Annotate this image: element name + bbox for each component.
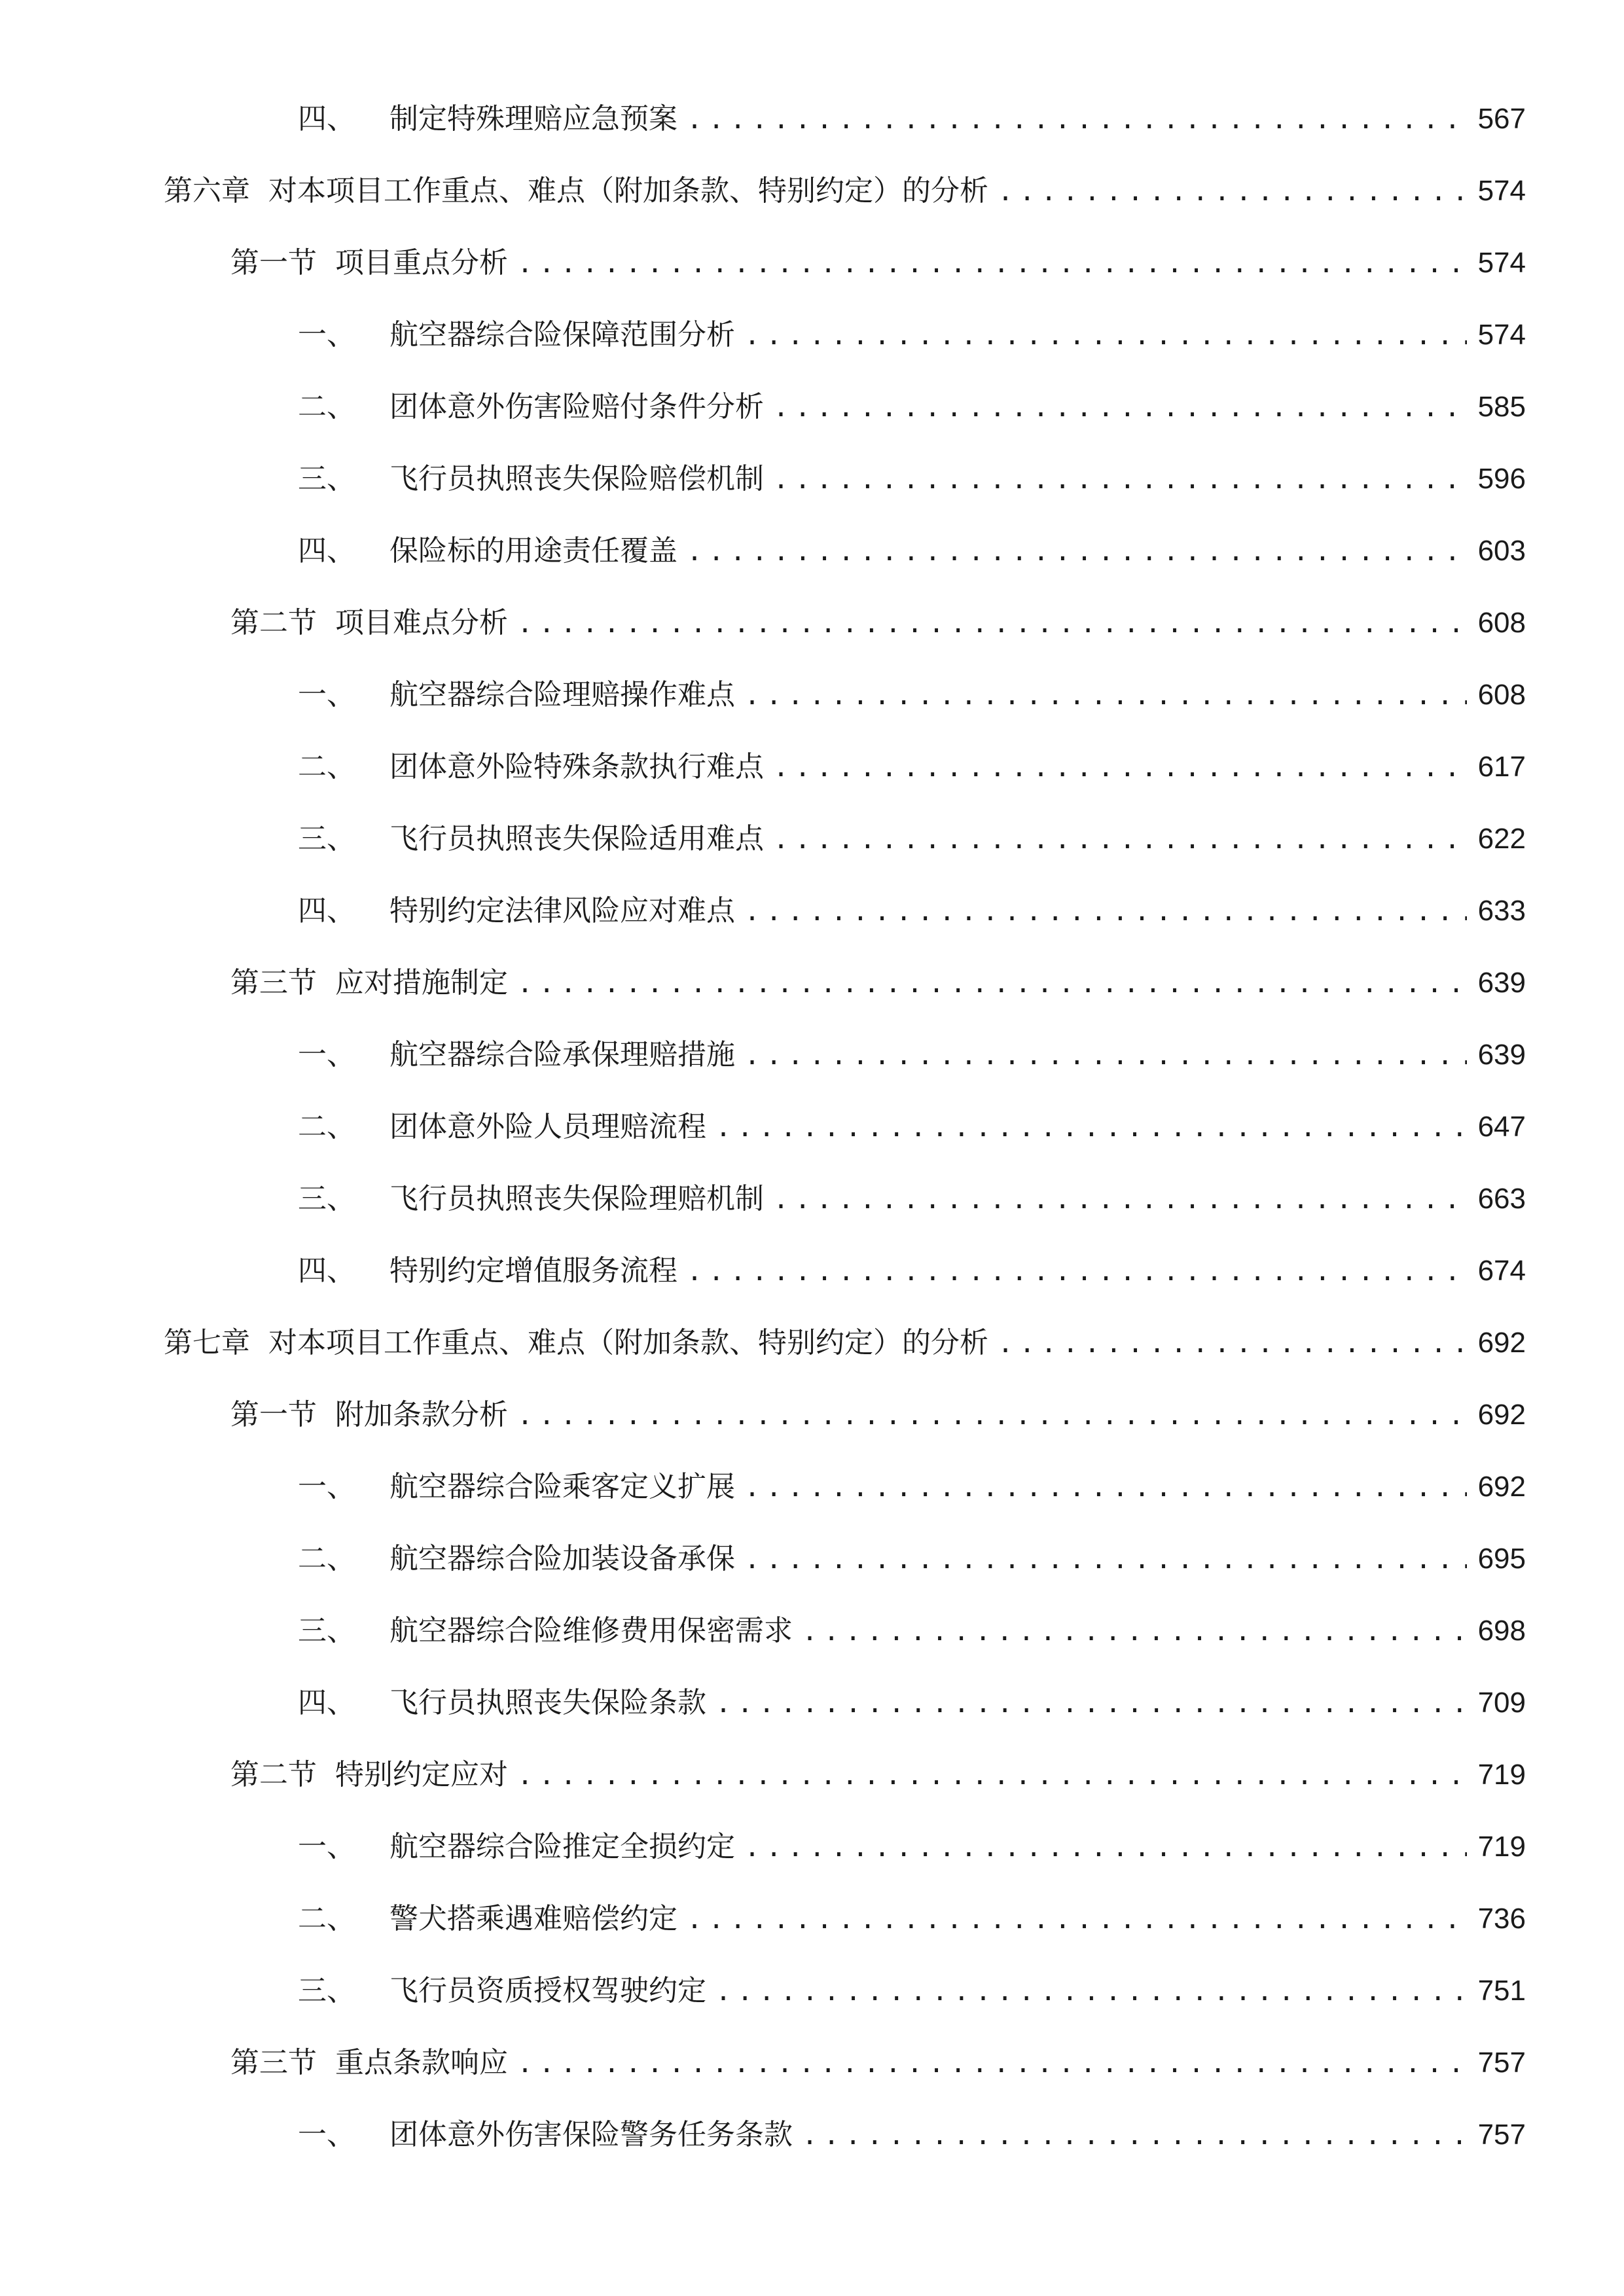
toc-entry-title: 项目重点分析 <box>335 246 508 279</box>
toc-entry-page-number: 585 <box>1477 391 1526 423</box>
toc-entry-number: 四、 <box>298 534 355 567</box>
toc-entry-title: 团体意外险人员理赔流程 <box>389 1110 706 1143</box>
toc-entry-page-number: 692 <box>1477 1399 1526 1431</box>
dot-leader <box>998 169 1467 215</box>
toc-entry-number: 第六章 <box>164 174 250 207</box>
dot-leader <box>773 1177 1467 1223</box>
toc-entry-title: 对本项目工作重点、难点（附加条款、特别约定）的分析 <box>268 174 988 207</box>
toc-entry-page-number: 719 <box>1477 1759 1526 1791</box>
toc-entry-page-number: 608 <box>1477 607 1526 639</box>
toc-entry-number: 四、 <box>298 102 355 135</box>
toc-entry-section[interactable] <box>230 960 1526 1006</box>
toc-entry-number: 三、 <box>298 1614 355 1647</box>
dot-leader <box>517 961 1467 1007</box>
dot-leader <box>687 97 1467 143</box>
toc-entry-page-number: 596 <box>1477 463 1526 495</box>
toc-entry-page-number: 663 <box>1477 1183 1526 1215</box>
toc-entry-number: 三、 <box>298 822 355 855</box>
toc-entry-number: 二、 <box>298 1902 355 1935</box>
toc-entry-title: 项目难点分析 <box>335 606 508 639</box>
toc-entry-item[interactable] <box>298 1176 1526 1222</box>
toc-entry-item[interactable] <box>298 1536 1526 1582</box>
toc-entry-page-number: 608 <box>1477 679 1526 711</box>
toc-entry-number: 二、 <box>298 1542 355 1575</box>
dot-leader <box>715 1681 1467 1727</box>
toc-entry-page-number: 736 <box>1477 1903 1526 1935</box>
toc-entry-number: 第三节 <box>230 2046 317 2079</box>
toc-entry-title: 特别约定增值服务流程 <box>389 1254 677 1287</box>
toc-entry-page-number: 692 <box>1477 1471 1526 1503</box>
toc-entry-page-number: 757 <box>1477 2047 1526 2079</box>
toc-entry-number: 第二节 <box>230 1758 317 1791</box>
toc-entry-page-number: 709 <box>1477 1687 1526 1719</box>
toc-entry-title: 飞行员执照丧失保险理赔机制 <box>389 1182 764 1215</box>
dot-leader <box>517 601 1467 647</box>
toc-entry-item[interactable] <box>298 1032 1526 1078</box>
toc-entry-title: 团体意外伤害保险警务任务条款 <box>389 2118 793 2151</box>
toc-entry-item[interactable] <box>298 888 1526 934</box>
toc-entry-title: 航空器综合险乘客定义扩展 <box>389 1470 735 1503</box>
toc-entry-item[interactable] <box>298 1608 1526 1654</box>
toc-entry-section[interactable] <box>230 1392 1526 1438</box>
toc-entry-number: 第三节 <box>230 966 317 999</box>
dot-leader <box>715 1969 1467 2015</box>
toc-entry-page-number: 647 <box>1477 1111 1526 1143</box>
dot-leader <box>802 1609 1467 1655</box>
dot-leader <box>773 745 1467 791</box>
toc-entry-title: 制定特殊理赔应急预案 <box>389 102 677 135</box>
toc-entry-item[interactable] <box>298 1896 1526 1942</box>
dot-leader <box>715 1105 1467 1151</box>
dot-leader <box>687 529 1467 575</box>
dot-leader <box>744 313 1467 359</box>
dot-leader <box>744 1465 1467 1511</box>
dot-leader <box>517 1753 1467 1799</box>
toc-entry-section[interactable] <box>230 240 1526 286</box>
dot-leader <box>517 2041 1467 2087</box>
dot-leader <box>802 2113 1467 2159</box>
toc-entry-title: 飞行员执照丧失保险适用难点 <box>389 822 764 855</box>
toc-entry-item[interactable] <box>298 672 1526 718</box>
toc-entry-item[interactable] <box>298 744 1526 790</box>
toc-entry-item[interactable] <box>298 96 1526 142</box>
toc-entry-number: 一、 <box>298 318 355 351</box>
toc-entry-number: 一、 <box>298 1470 355 1503</box>
toc-entry-page-number: 603 <box>1477 535 1526 567</box>
toc-entry-title: 特别约定应对 <box>335 1758 508 1791</box>
toc-entry-number: 三、 <box>298 1182 355 1215</box>
toc-entry-number: 四、 <box>298 1254 355 1287</box>
dot-leader <box>744 1033 1467 1079</box>
toc-entry-item[interactable] <box>298 816 1526 862</box>
toc-entry-title: 航空器综合险理赔操作难点 <box>389 678 735 711</box>
dot-leader <box>773 817 1467 863</box>
dot-leader <box>687 1897 1467 1943</box>
dot-leader <box>687 1249 1467 1295</box>
dot-leader <box>744 673 1467 719</box>
toc-entry-title: 团体意外险特殊条款执行难点 <box>389 750 764 783</box>
toc-entry-page-number: 695 <box>1477 1543 1526 1575</box>
toc-entry-page-number: 639 <box>1477 1039 1526 1071</box>
dot-leader <box>517 1393 1467 1439</box>
toc-entry-page-number: 622 <box>1477 823 1526 855</box>
toc-entry-item[interactable] <box>298 1104 1526 1150</box>
dot-leader <box>773 457 1467 503</box>
toc-entry-number: 第一节 <box>230 1398 317 1431</box>
toc-entry-page-number: 751 <box>1477 1975 1526 2007</box>
toc-entry-title: 团体意外伤害险赔付条件分析 <box>389 390 764 423</box>
toc-entry-page-number: 692 <box>1477 1327 1526 1359</box>
toc-entry-page-number: 574 <box>1477 175 1526 207</box>
toc-entry-title: 应对措施制定 <box>335 966 508 999</box>
toc-entry-title: 航空器综合险推定全损约定 <box>389 1830 735 1863</box>
toc-entry-section[interactable] <box>230 600 1526 646</box>
toc-entry-number: 一、 <box>298 2118 355 2151</box>
dot-leader <box>773 385 1467 431</box>
toc-entry-chapter[interactable] <box>164 1320 1526 1366</box>
toc-entry-section[interactable] <box>230 1752 1526 1798</box>
toc-entry-number: 第七章 <box>164 1326 250 1359</box>
toc-entry-number: 三、 <box>298 1974 355 2007</box>
toc-entry-title: 保险标的用途责任覆盖 <box>389 534 677 567</box>
toc-entry-chapter[interactable] <box>164 168 1526 214</box>
toc-entry-number: 二、 <box>298 750 355 783</box>
toc-entry-title: 航空器综合险加装设备承保 <box>389 1542 735 1575</box>
toc-entry-number: 一、 <box>298 678 355 711</box>
toc-entry-title: 警犬搭乘遇难赔偿约定 <box>389 1902 677 1935</box>
toc-entry-number: 一、 <box>298 1830 355 1863</box>
toc-entry-page-number: 617 <box>1477 751 1526 783</box>
toc-entry-title: 航空器综合险维修费用保密需求 <box>389 1614 793 1647</box>
toc-entry-item[interactable] <box>298 384 1526 430</box>
toc-entry-item[interactable] <box>298 2112 1526 2158</box>
toc-entry-page-number: 698 <box>1477 1615 1526 1647</box>
toc-entry-number: 二、 <box>298 390 355 423</box>
toc-entry-page-number: 633 <box>1477 895 1526 927</box>
toc-entry-title: 对本项目工作重点、难点（附加条款、特别约定）的分析 <box>268 1326 988 1359</box>
toc-entry-number: 三、 <box>298 462 355 495</box>
toc-entry-item[interactable] <box>298 528 1526 574</box>
toc-entry-title: 航空器综合险保障范围分析 <box>389 318 735 351</box>
toc-entry-number: 二、 <box>298 1110 355 1143</box>
toc-entry-page-number: 719 <box>1477 1831 1526 1863</box>
toc-entry-title: 特别约定法律风险应对难点 <box>389 894 735 927</box>
toc-entry-title: 飞行员资质授权驾驶约定 <box>389 1974 706 2007</box>
toc-entry-page-number: 567 <box>1477 103 1526 135</box>
toc-entry-title: 航空器综合险承保理赔措施 <box>389 1038 735 1071</box>
dot-leader <box>744 889 1467 935</box>
toc-entry-number: 四、 <box>298 894 355 927</box>
toc-entry-title: 飞行员执照丧失保险条款 <box>389 1686 706 1719</box>
toc-entry-item[interactable] <box>298 312 1526 358</box>
toc-entry-number: 第一节 <box>230 246 317 279</box>
toc-entry-item[interactable] <box>298 1464 1526 1510</box>
toc-entry-number: 第二节 <box>230 606 317 639</box>
toc-entry-page-number: 639 <box>1477 967 1526 999</box>
toc-entry-page-number: 574 <box>1477 247 1526 279</box>
toc-entry-number: 一、 <box>298 1038 355 1071</box>
toc-entry-item[interactable] <box>298 1680 1526 1726</box>
dot-leader <box>998 1321 1467 1367</box>
toc-entry-item[interactable] <box>298 1968 1526 2014</box>
toc-entry-page-number: 574 <box>1477 319 1526 351</box>
toc-entry-title: 飞行员执照丧失保险赔偿机制 <box>389 462 764 495</box>
toc-entry-section[interactable] <box>230 2040 1526 2086</box>
toc-entry-item[interactable] <box>298 1824 1526 1870</box>
toc-entry-page-number: 757 <box>1477 2119 1526 2151</box>
toc-entry-item[interactable] <box>298 1248 1526 1294</box>
dot-leader <box>744 1825 1467 1871</box>
toc-entry-page-number: 674 <box>1477 1255 1526 1287</box>
toc-entry-number: 四、 <box>298 1686 355 1719</box>
dot-leader <box>517 241 1467 287</box>
toc-entry-title: 重点条款响应 <box>335 2046 508 2079</box>
toc-entry-title: 附加条款分析 <box>335 1398 508 1431</box>
toc-entry-item[interactable] <box>298 456 1526 502</box>
dot-leader <box>744 1537 1467 1583</box>
